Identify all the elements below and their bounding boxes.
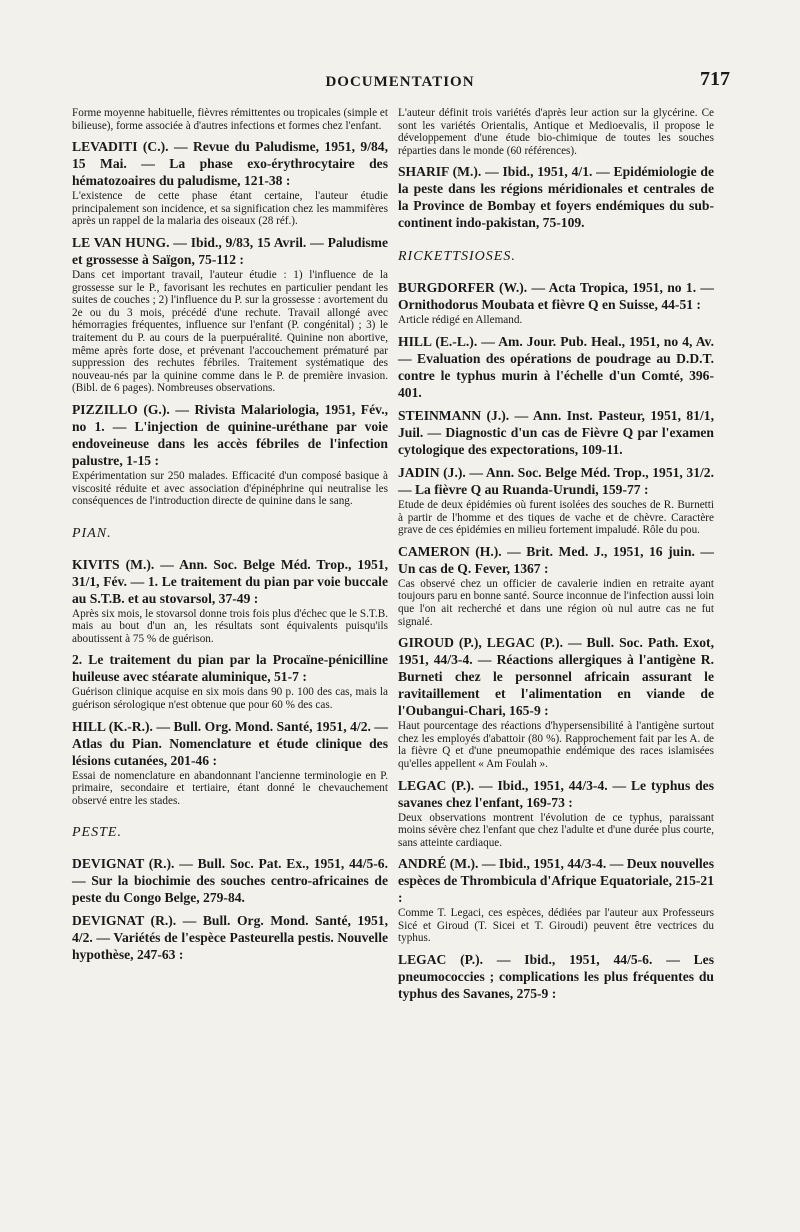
bib-entry-steinmann <box>398 407 714 458</box>
entry-abstract: L'existence de cette phase étant certaine, l'auteur étudie principalement son incidence, et sa signification chez les mammifères après un rappel de la malaria des oiseaux (28 réf.). <box>72 190 388 228</box>
entry-citation: LEVADITI (C.). — Revue du Paludisme, 1951, 9/84, 15 Mai. — La phase exo-érythrocytaire des hématozoaires du paludisme, 121-38 : <box>72 139 388 189</box>
entry-citation: KIVITS (M.). — Ann. Soc. Belge Méd. Trop., 1951, 31/1, Fév. — 1. Le traitement du pian par voie buccale au S.T.B. et au stovarsol, 37-49 : <box>72 556 388 606</box>
entry-abstract: Guérison clinique acquise en six mois dans 90 p. 100 des cas, mais la guérison sérologique n'est obtenue que pour 60 % des cas. <box>72 686 388 712</box>
entry-abstract: Etude de deux épidémies où furent isolées des souches de R. Burnetti à partir de l'homme et des tiques de vache et de chèvre. Caractère grave de ces épidémies en milieu fortement impaludé. Rôle du pou. <box>398 498 714 537</box>
entry-citation: BURGDORFER (W.). — Acta Tropica, 1951, no 1. — Ornithodorus Moubata et fièvre Q en Suisse, 44-51 : <box>398 280 714 313</box>
continued-abstract <box>398 107 714 157</box>
bib-entry-legac-1 <box>398 777 714 850</box>
page-number: 717 <box>700 68 730 90</box>
bib-entry-sharif <box>398 163 714 231</box>
right-column <box>398 106 714 1008</box>
bib-entry-devignat-2 <box>72 912 388 963</box>
bib-entry-andre <box>398 855 714 945</box>
abstract-text: Forme moyenne habituelle, fièvres rémittentes ou tropicales (simple et bilieuse), forme associée à d'autres infections et formes chez l'enfant. <box>72 107 388 132</box>
entry-citation: HILL (K.-R.). — Bull. Org. Mond. Santé, 1951, 4/2. — Atlas du Pian. Nomenclature et étude clinique des lésions cutanées, 201-46 : <box>72 718 388 768</box>
entry-citation: LE VAN HUNG. — Ibid., 9/83, 15 Avril. — Paludisme et grossesse à Saïgon, 75-112 : <box>72 234 388 267</box>
abstract-text: L'auteur définit trois variétés d'après leur action sur la glycérine. Ce sont les variétés Orientalis, Antique et Medioevalis, il propose le développement d'une étude bio-chimique de toutes les souches réparties dans le monde (60 références). <box>398 107 714 157</box>
entry-abstract: Dans cet important travail, l'auteur étudie : 1) l'influence de la grossesse sur le P., favorisant les rechutes en particulier pendant les suites de couches ; 2) l'influence du P. sur la grossesse : avortement du 2e ou du 3 mois, précédé d'une rechute. Travail allongé avec hémorragies fréquentes, influence sur l'enfant (P. congénital) ; 3) le traitement du P. au cours de la puerpuéralité. Quinine non abortive, même après forte dose, et prévenant l'accouchement prématuré par suppression des rechutes fébriles. Traitement systématique des nouveau-nés par la quinine comme dans le P. de première invasion. (Bibl. de 6 pages). Nombreuses observations. <box>72 268 388 395</box>
entry-abstract: Expérimentation sur 250 malades. Efficacité d'un composé basique à viscosité réduite et avec association d'épinéphrine qui neutralise les conséquences de l'introduction directe de quinine dans le sang. <box>72 469 388 508</box>
bib-entry-hill-el <box>398 333 714 401</box>
entry-abstract: Deux observations montrent l'évolution de ce typhus, paraissant moins sévère chez l'enfant que chez l'adulte et d'une durée plus courte, sans atteinte cardiaque. <box>398 811 714 849</box>
entry-abstract: Après six mois, le stovarsol donne trois fois plus d'échec que le S.T.B. mais au bout d'un an, les résultats sont équivalents puisqu'ils aboutissent à 75 % de guérison. <box>72 607 388 645</box>
bib-entry-legac-2 <box>398 951 714 1002</box>
entry-abstract: Cas observé chez un officier de cavalerie indien en retraite ayant toujours paru en bonne santé. Source inconnue de l'infection aussi loin que l'on ait recherché et dans une région où nul autre cas ne fut signalé. <box>398 577 714 628</box>
bib-entry-hill-kr <box>72 718 388 808</box>
entry-citation: ANDRÉ (M.). — Ibid., 1951, 44/3-4. — Deux nouvelles espèces de Thrombicula d'Afrique Equatoriale, 215-21 : <box>398 856 714 906</box>
entry-citation: HILL (E.-L.). — Am. Jour. Pub. Heal., 1951, no 4, Av. — Evaluation des opérations de poudrage au D.D.T. contre le typhus murin à l'échelle d'un Comté, 396-401. <box>398 333 714 400</box>
entry-citation: PIZZILLO (G.). — Rivista Malariologia, 1951, Fév., no 1. — L'injection de quinine-uréthane par voie endoveineuse dans les accès fébriles de l'infection palustre, 1-15 : <box>72 401 388 468</box>
entry-citation: JADIN (J.). — Ann. Soc. Belge Méd. Trop., 1951, 31/2. — La fièvre Q au Ruanda-Urundi, 159-77 : <box>398 464 714 497</box>
entry-abstract: Article rédigé en Allemand. <box>398 314 523 327</box>
entry-citation: DEVIGNAT (R.). — Bull. Org. Mond. Santé, 1951, 4/2. — Variétés de l'espèce Pasteurella pestis. Nouvelle hypothèse, 247-63 : <box>72 913 388 963</box>
entry-citation: SHARIF (M.). — Ibid., 1951, 4/1. — Epidémiologie de la peste dans les régions méridionales et centrales de la Province de Bombay et foyers endémiques du sub-continent indo-pakistan, 75-109. <box>398 164 714 231</box>
bib-entry-giroud-legac <box>398 634 714 770</box>
section-heading-rickettsioses: RICKETTSIOSES. <box>398 249 516 265</box>
bib-entry-levaditi <box>72 138 388 228</box>
bib-entry-cameron <box>398 543 714 628</box>
entry-abstract: Haut pourcentage des réactions d'hypersensibilité à l'antigène surtout chez les employés d'abattoir (80 %). Rapprochement fait par les A. de la fièvre Q et d'une pneumopathie endémique des races islamisées qu'elles appellent « Am Foulah ». <box>398 720 714 770</box>
section-heading-pian: PIAN. <box>72 525 112 541</box>
entry-citation: CAMERON (H.). — Brit. Med. J., 1951, 16 juin. — Un cas de Q. Fever, 1367 : <box>398 543 714 576</box>
running-title: DOCUMENTATION <box>325 74 475 90</box>
entry-citation: GIROUD (P.), LEGAC (P.). — Bull. Soc. Path. Exot, 1951, 44/3-4. — Réactions allergiques à l'antigène R. Burneti chez le personnel africain assurant le ravitaillement et l'alimentation en viande de l'Oubangui-Chari, 165-9 : <box>398 635 714 719</box>
bib-entry-jadin <box>398 464 714 537</box>
bib-entry-devignat-1 <box>72 855 388 906</box>
bib-entry-le-van-hung <box>72 234 388 395</box>
entry-citation: STEINMANN (J.). — Ann. Inst. Pasteur, 1951, 81/1, Juil. — Diagnostic d'un cas de Fièvre Q par l'examen cytologique des expectorations, 109-11. <box>398 407 714 457</box>
continued-abstract <box>72 107 388 132</box>
entry-abstract: Essai de nomenclature en abandonnant l'ancienne terminologie en P. primaire, secondaire et tertiaire, étant donné le chevauchement observé entre les stades. <box>72 769 388 807</box>
entry-citation: LEGAC (P.). — Ibid., 1951, 44/3-4. — Le typhus des savanes chez l'enfant, 169-73 : <box>398 777 714 810</box>
bib-entry-burgdorfer <box>398 279 714 327</box>
entry-citation: DEVIGNAT (R.). — Bull. Soc. Pat. Ex., 1951, 44/5-6. — Sur la biochimie des souches centro-africaines de peste du Congo Belge, 279-84. <box>72 856 388 906</box>
entry-citation: 2. Le traitement du pian par la Procaïne-pénicilline huileuse avec stéarate aluminique, 51-7 : <box>72 652 388 685</box>
entry-abstract: Comme T. Legaci, ces espèces, dédiées par l'auteur aux Professeurs Sicé et Giroud (T. Sicei et T. Giroudi) peuvent être vectrices du typhus. <box>398 907 714 945</box>
left-column <box>72 106 388 969</box>
section-heading-peste: PESTE. <box>72 825 122 841</box>
bib-entry-kivits <box>72 556 388 646</box>
bib-entry-pizzillo <box>72 401 388 508</box>
page-header <box>70 68 730 94</box>
entry-citation: LEGAC (P.). — Ibid., 1951, 44/5-6. — Les pneumococcies ; complications les plus fréquentes du typhus des Savanes, 275-9 : <box>398 952 714 1002</box>
bib-entry-kivits-2 <box>72 651 388 711</box>
